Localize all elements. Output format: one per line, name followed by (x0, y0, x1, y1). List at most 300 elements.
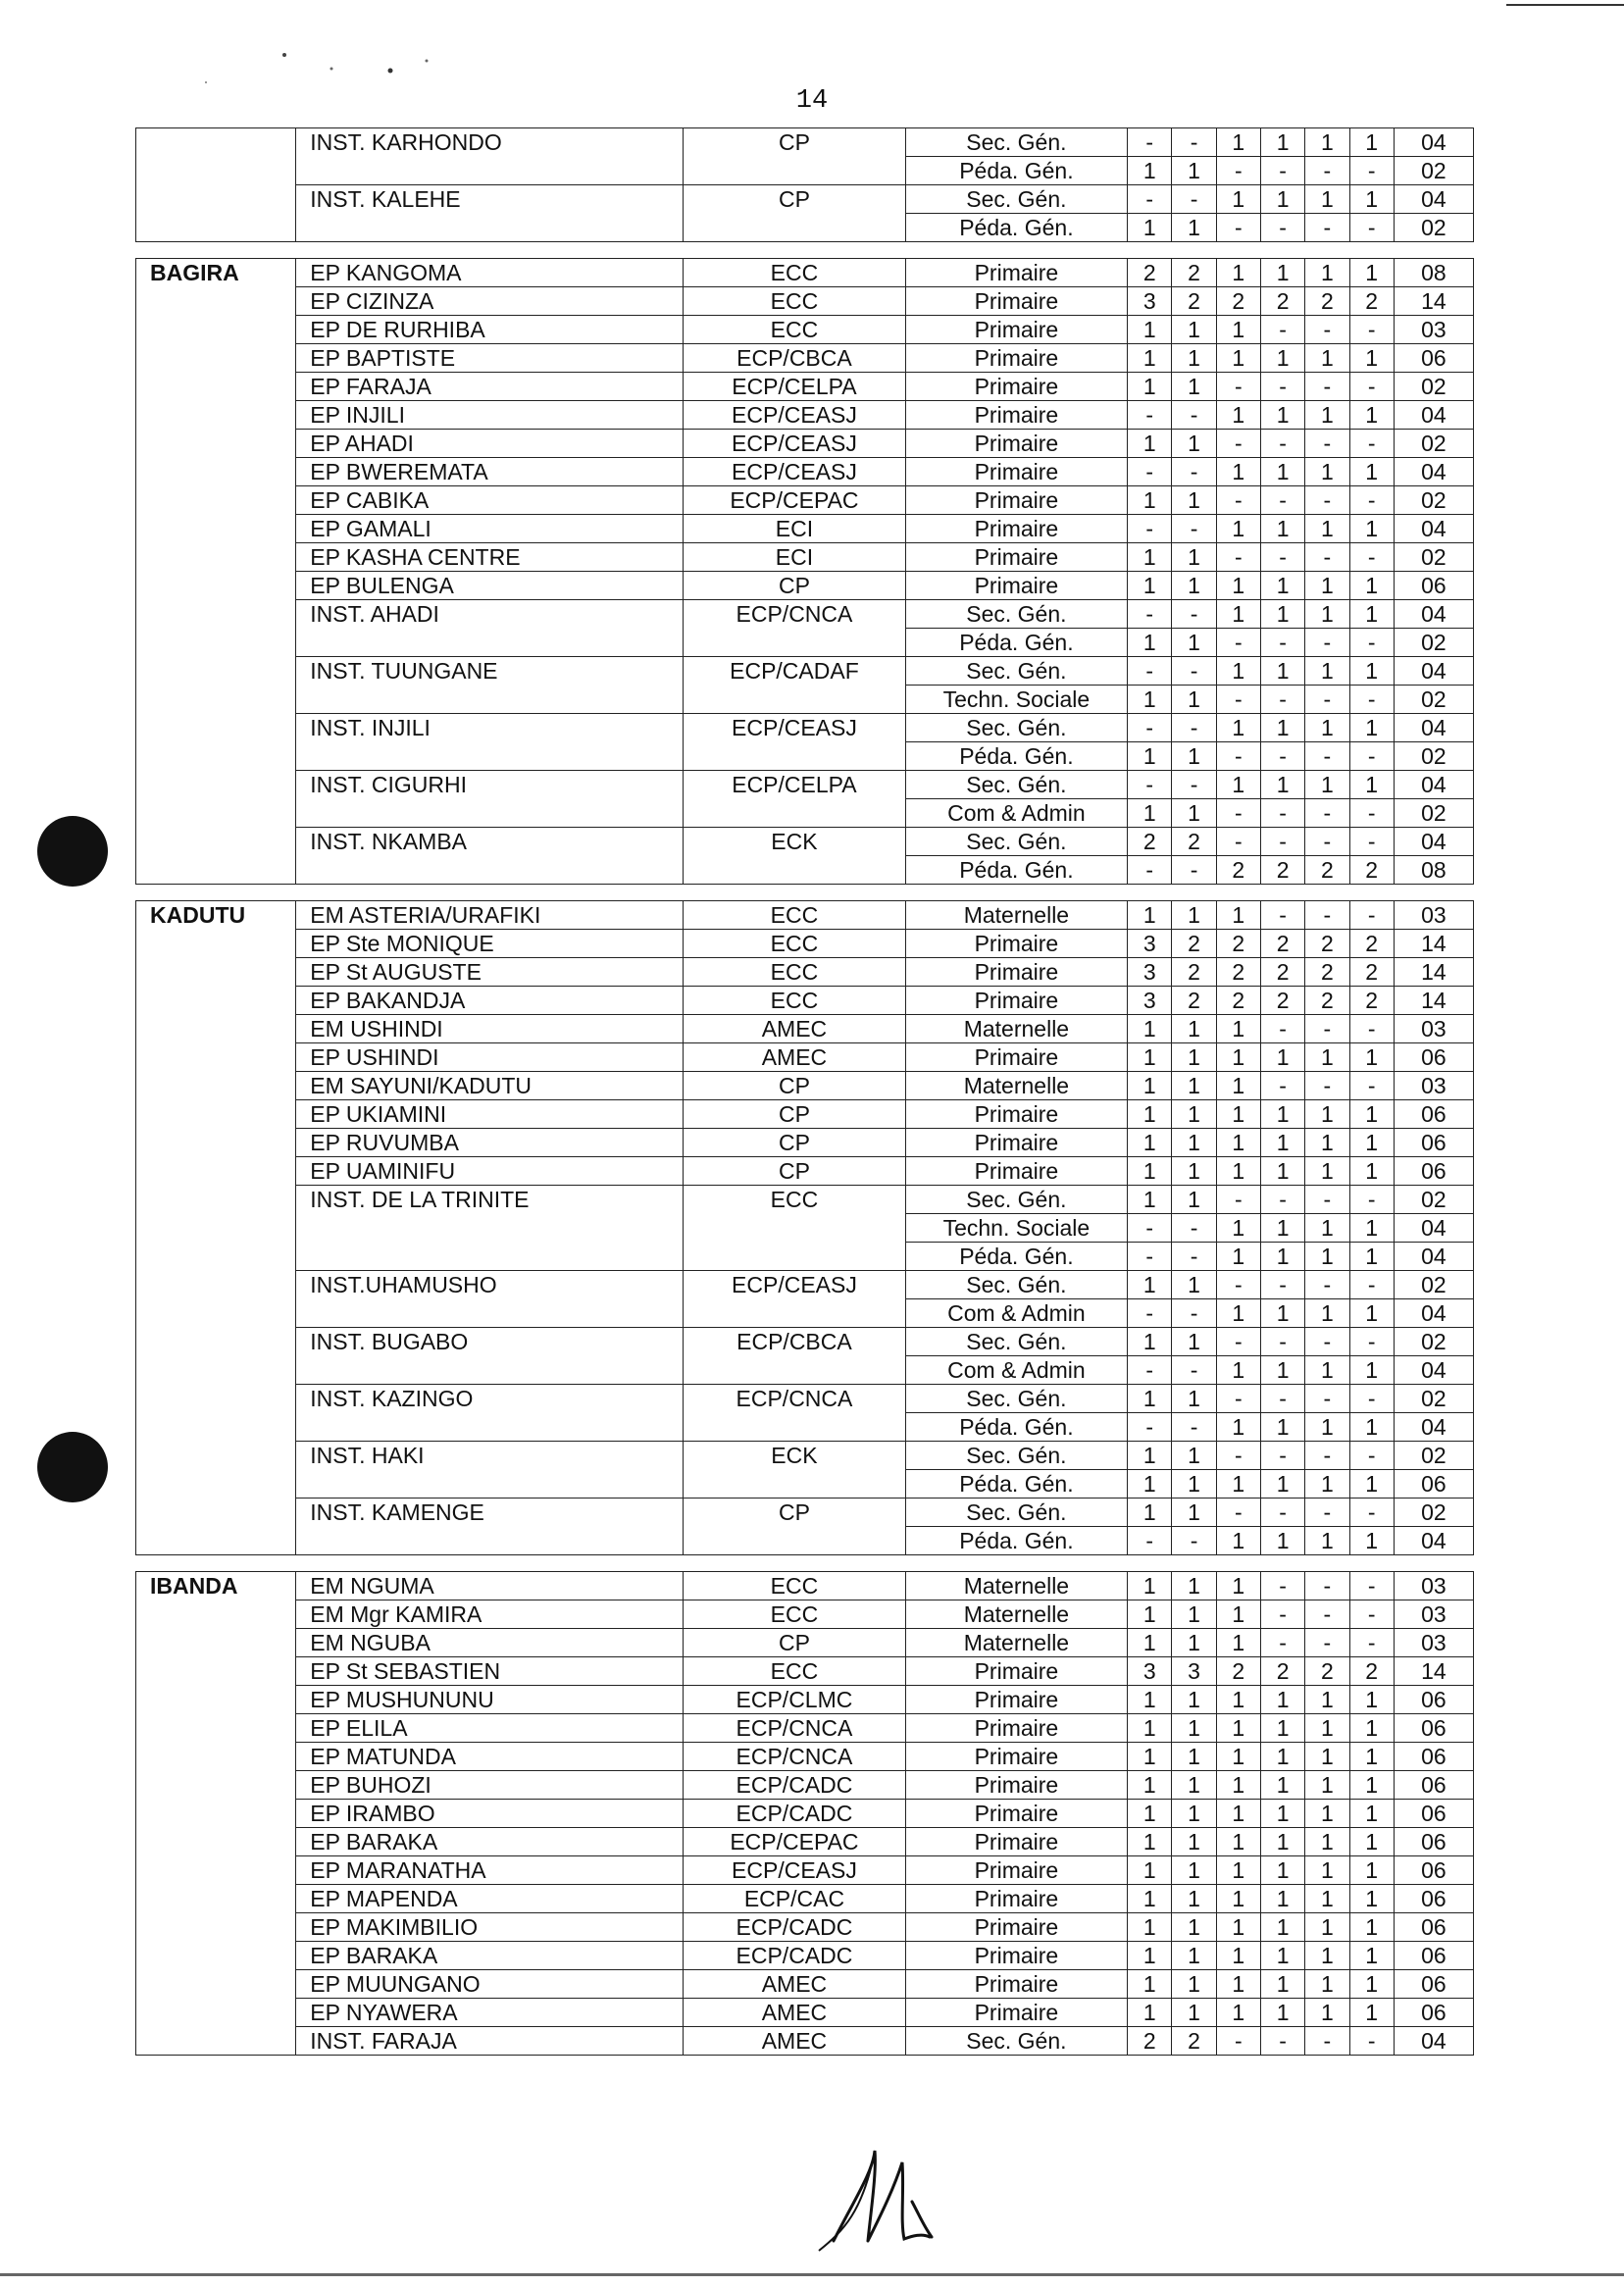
class-count: 2 (1260, 287, 1304, 316)
school-regime: ECP/CEASJ (684, 1856, 905, 1885)
class-count: - (1260, 486, 1304, 515)
class-count: 1 (1260, 1856, 1304, 1885)
school-name: EM Mgr KAMIRA (296, 1600, 684, 1629)
row-total: 14 (1394, 958, 1473, 987)
class-count: 1 (1349, 1800, 1394, 1828)
table-row (136, 1271, 1474, 1299)
class-count: - (1349, 1572, 1394, 1600)
school-regime: ECP/CBCA (684, 1328, 905, 1385)
class-count: - (1128, 1356, 1172, 1385)
class-count: - (1172, 458, 1216, 486)
school-regime: CP (684, 185, 905, 242)
class-count: - (1216, 1186, 1260, 1214)
school-regime: ECP/CADC (684, 1942, 905, 1970)
row-total: 02 (1394, 430, 1473, 458)
table-row (136, 1328, 1474, 1356)
class-count: - (1216, 629, 1260, 657)
school-name: EM NGUBA (296, 1629, 684, 1657)
class-count: 1 (1128, 1714, 1172, 1743)
class-count: 1 (1216, 572, 1260, 600)
class-count: 1 (1305, 1470, 1349, 1499)
row-total: 04 (1394, 1413, 1473, 1442)
class-count: - (1128, 771, 1172, 799)
class-count: 2 (1128, 259, 1172, 287)
class-count: 3 (1172, 1657, 1216, 1686)
class-count: - (1216, 373, 1260, 401)
school-name: INST. DE LA TRINITE (296, 1186, 684, 1271)
class-count: 1 (1216, 771, 1260, 799)
class-count: 1 (1172, 1385, 1216, 1413)
class-count: - (1305, 1328, 1349, 1356)
option-name: Primaire (905, 1800, 1127, 1828)
table-row (136, 458, 1474, 486)
class-count: 1 (1128, 1942, 1172, 1970)
option-name: Primaire (905, 1657, 1127, 1686)
class-count: 1 (1128, 742, 1172, 771)
table-row (136, 543, 1474, 572)
commune-name: BAGIRA (136, 259, 296, 885)
row-total: 06 (1394, 1743, 1473, 1771)
class-count: 1 (1172, 1572, 1216, 1600)
table-row (136, 316, 1474, 344)
class-count: 1 (1172, 1442, 1216, 1470)
class-count: - (1349, 1442, 1394, 1470)
class-count: - (1172, 185, 1216, 214)
school-regime: CP (684, 1499, 905, 1555)
class-count: - (1128, 856, 1172, 885)
class-count: 1 (1216, 1800, 1260, 1828)
class-count: 1 (1172, 1913, 1216, 1942)
school-regime: CP (684, 128, 905, 185)
school-name: EP FARAJA (296, 373, 684, 401)
class-count: 1 (1216, 1828, 1260, 1856)
class-count: 1 (1349, 600, 1394, 629)
class-count: 1 (1216, 600, 1260, 629)
class-count: - (1305, 629, 1349, 657)
row-total: 02 (1394, 1186, 1473, 1214)
school-name: INST. BUGABO (296, 1328, 684, 1385)
school-name: EP KASHA CENTRE (296, 543, 684, 572)
class-count: - (1128, 458, 1172, 486)
class-count: 3 (1128, 987, 1172, 1015)
class-count: 1 (1305, 771, 1349, 799)
option-name: Sec. Gén. (905, 771, 1127, 799)
class-count: - (1349, 1328, 1394, 1356)
class-count: 1 (1349, 1043, 1394, 1072)
class-count: 1 (1260, 1999, 1304, 2027)
table-row (136, 1043, 1474, 1072)
class-count: 1 (1216, 259, 1260, 287)
school-regime: ECC (684, 901, 905, 930)
row-total: 03 (1394, 1015, 1473, 1043)
class-count: 1 (1305, 1299, 1349, 1328)
class-count: 1 (1305, 1743, 1349, 1771)
class-count: - (1260, 316, 1304, 344)
table-row (136, 1186, 1474, 1214)
row-total: 02 (1394, 1271, 1473, 1299)
option-name: Primaire (905, 486, 1127, 515)
school-name: EP BARAKA (296, 1942, 684, 1970)
row-total: 04 (1394, 185, 1473, 214)
school-regime: ECP/CBCA (684, 344, 905, 373)
table-row (136, 1686, 1474, 1714)
option-name: Maternelle (905, 1015, 1127, 1043)
class-count: 1 (1128, 157, 1172, 185)
class-count: 1 (1216, 1043, 1260, 1072)
row-total: 04 (1394, 771, 1473, 799)
class-count: 1 (1128, 1328, 1172, 1356)
class-count: - (1349, 799, 1394, 828)
row-total: 14 (1394, 987, 1473, 1015)
option-name: Primaire (905, 1129, 1127, 1157)
class-count: 1 (1128, 1856, 1172, 1885)
school-name: EM USHINDI (296, 1015, 684, 1043)
school-name: EP MAPENDA (296, 1885, 684, 1913)
class-count: 1 (1128, 799, 1172, 828)
class-count: - (1216, 1328, 1260, 1356)
option-name: Péda. Gén. (905, 1243, 1127, 1271)
school-name: INST. KALEHE (296, 185, 684, 242)
class-count: 1 (1128, 1442, 1172, 1470)
option-name: Sec. Gén. (905, 128, 1127, 157)
class-count: - (1305, 1186, 1349, 1214)
option-name: Sec. Gén. (905, 1442, 1127, 1470)
school-regime: ECP/CELPA (684, 771, 905, 828)
row-total: 04 (1394, 657, 1473, 686)
punch-hole-bottom (37, 1432, 108, 1502)
row-total: 02 (1394, 742, 1473, 771)
class-count: 1 (1172, 543, 1216, 572)
class-count: 1 (1128, 1828, 1172, 1856)
class-count: 1 (1349, 1129, 1394, 1157)
table-row (136, 1771, 1474, 1800)
class-count: 1 (1216, 1686, 1260, 1714)
class-count: 2 (1260, 958, 1304, 987)
option-name: Primaire (905, 1686, 1127, 1714)
class-count: 1 (1305, 714, 1349, 742)
class-count: - (1172, 1243, 1216, 1271)
class-count: 1 (1216, 1743, 1260, 1771)
corner-rule (1506, 4, 1624, 6)
signature (814, 2143, 961, 2256)
option-name: Primaire (905, 1100, 1127, 1129)
school-name: EP St AUGUSTE (296, 958, 684, 987)
row-total: 02 (1394, 1499, 1473, 1527)
class-count: 1 (1305, 1885, 1349, 1913)
class-count: - (1349, 742, 1394, 771)
school-name: EP NYAWERA (296, 1999, 684, 2027)
school-name: INST. NKAMBA (296, 828, 684, 885)
class-count: - (1349, 1186, 1394, 1214)
option-name: Maternelle (905, 1072, 1127, 1100)
class-count: 1 (1172, 1100, 1216, 1129)
class-count: 1 (1128, 1186, 1172, 1214)
option-name: Maternelle (905, 1600, 1127, 1629)
class-count: 1 (1172, 1015, 1216, 1043)
table-row (136, 771, 1474, 799)
class-count: - (1260, 629, 1304, 657)
class-count: 1 (1172, 1186, 1216, 1214)
class-count: 1 (1128, 214, 1172, 242)
school-regime: CP (684, 1157, 905, 1186)
class-count: 1 (1349, 1243, 1394, 1271)
row-total: 04 (1394, 515, 1473, 543)
class-count: 1 (1216, 901, 1260, 930)
option-name: Sec. Gén. (905, 1186, 1127, 1214)
class-count: 1 (1349, 1527, 1394, 1555)
class-count: - (1349, 543, 1394, 572)
class-count: 2 (1305, 287, 1349, 316)
table-row (136, 259, 1474, 287)
school-regime: ECP/CADC (684, 1771, 905, 1800)
class-count: 1 (1216, 344, 1260, 373)
table-row (136, 1885, 1474, 1913)
class-count: - (1305, 686, 1349, 714)
table-row (136, 1600, 1474, 1629)
class-count: 1 (1128, 1600, 1172, 1629)
class-count: 1 (1260, 771, 1304, 799)
school-name: INST. AHADI (296, 600, 684, 657)
row-total: 08 (1394, 856, 1473, 885)
option-name: Péda. Gén. (905, 214, 1127, 242)
option-name: Sec. Gén. (905, 828, 1127, 856)
row-total: 03 (1394, 901, 1473, 930)
class-count: 1 (1172, 1714, 1216, 1743)
class-count: 1 (1260, 572, 1304, 600)
class-count: 1 (1349, 1157, 1394, 1186)
class-count: 1 (1172, 1629, 1216, 1657)
row-total: 04 (1394, 714, 1473, 742)
class-count: 1 (1216, 1970, 1260, 1999)
table-row (136, 1828, 1474, 1856)
row-total: 04 (1394, 458, 1473, 486)
class-count: 1 (1349, 1214, 1394, 1243)
school-name: INST.UHAMUSHO (296, 1271, 684, 1328)
row-total: 06 (1394, 1999, 1473, 2027)
school-name: EP Ste MONIQUE (296, 930, 684, 958)
class-count: - (1172, 1214, 1216, 1243)
option-name: Sec. Gén. (905, 1499, 1127, 1527)
row-total: 03 (1394, 1629, 1473, 1657)
option-name: Primaire (905, 958, 1127, 987)
class-count: - (1216, 686, 1260, 714)
class-count: 1 (1172, 1856, 1216, 1885)
class-count: 1 (1172, 1942, 1216, 1970)
school-regime: ECP/CNCA (684, 1385, 905, 1442)
class-count: 1 (1349, 1413, 1394, 1442)
table-row (136, 714, 1474, 742)
option-name: Sec. Gén. (905, 2027, 1127, 2056)
option-name: Primaire (905, 1771, 1127, 1800)
option-name: Péda. Gén. (905, 1527, 1127, 1555)
school-name: EP GAMALI (296, 515, 684, 543)
class-count: - (1260, 799, 1304, 828)
table-row (136, 128, 1474, 157)
class-count: 1 (1172, 1129, 1216, 1157)
table-row (136, 901, 1474, 930)
class-count: - (1260, 686, 1304, 714)
school-regime: ECP/CEASJ (684, 714, 905, 771)
class-count: 1 (1216, 401, 1260, 430)
class-count: 1 (1128, 686, 1172, 714)
class-count: 1 (1128, 572, 1172, 600)
class-count: - (1128, 1214, 1172, 1243)
class-count: 1 (1305, 1129, 1349, 1157)
row-total: 03 (1394, 1600, 1473, 1629)
class-count: 1 (1305, 458, 1349, 486)
class-count: - (1172, 856, 1216, 885)
class-count: - (1349, 1600, 1394, 1629)
class-count: - (1305, 828, 1349, 856)
class-count: 1 (1172, 344, 1216, 373)
class-count: - (1305, 1385, 1349, 1413)
class-count: - (1349, 1385, 1394, 1413)
class-count: 2 (1216, 287, 1260, 316)
class-count: 1 (1128, 1800, 1172, 1828)
class-count: - (1349, 2027, 1394, 2056)
school-name: EP IRAMBO (296, 1800, 684, 1828)
table-row (136, 287, 1474, 316)
row-total: 06 (1394, 1157, 1473, 1186)
row-total: 02 (1394, 1385, 1473, 1413)
class-count: 1 (1172, 157, 1216, 185)
class-count: - (1260, 1328, 1304, 1356)
class-count: 1 (1172, 686, 1216, 714)
school-regime: ECP/CEPAC (684, 486, 905, 515)
school-name: EP AHADI (296, 430, 684, 458)
class-count: 1 (1260, 1771, 1304, 1800)
school-regime: ECC (684, 987, 905, 1015)
class-count: 2 (1128, 2027, 1172, 2056)
class-count: 1 (1349, 515, 1394, 543)
row-total: 04 (1394, 2027, 1473, 2056)
class-count: - (1172, 657, 1216, 686)
school-regime: AMEC (684, 1015, 905, 1043)
class-count: 1 (1349, 1714, 1394, 1743)
section-separator (136, 242, 1474, 259)
class-count: - (1260, 214, 1304, 242)
class-count: - (1216, 1442, 1260, 1470)
school-regime: ECK (684, 828, 905, 885)
option-name: Sec. Gén. (905, 1271, 1127, 1299)
school-regime: ECP/CEASJ (684, 430, 905, 458)
school-regime: ECP/CNCA (684, 600, 905, 657)
class-count: 1 (1305, 1913, 1349, 1942)
class-count: 1 (1260, 1714, 1304, 1743)
school-name: INST. HAKI (296, 1442, 684, 1499)
school-regime: ECP/CELPA (684, 373, 905, 401)
class-count: 1 (1128, 344, 1172, 373)
row-total: 02 (1394, 1442, 1473, 1470)
row-total: 06 (1394, 1470, 1473, 1499)
school-regime: ECP/CADAF (684, 657, 905, 714)
class-count: 1 (1305, 1100, 1349, 1129)
row-total: 06 (1394, 1129, 1473, 1157)
class-count: - (1260, 901, 1304, 930)
table-row (136, 185, 1474, 214)
class-count: 1 (1216, 1356, 1260, 1385)
class-count: 1 (1349, 1885, 1394, 1913)
class-count: - (1216, 157, 1260, 185)
schools-table (135, 127, 1474, 2056)
class-count: - (1305, 901, 1349, 930)
class-count: 1 (1305, 600, 1349, 629)
option-name: Primaire (905, 1913, 1127, 1942)
option-name: Com & Admin (905, 1356, 1127, 1385)
class-count: - (1260, 1186, 1304, 1214)
school-regime: AMEC (684, 2027, 905, 2056)
class-count: 2 (1172, 287, 1216, 316)
row-total: 06 (1394, 1828, 1473, 1856)
table-row (136, 1385, 1474, 1413)
school-name: EP RUVUMBA (296, 1129, 684, 1157)
school-name: INST. KARHONDO (296, 128, 684, 185)
table-row (136, 1015, 1474, 1043)
class-count: - (1260, 1442, 1304, 1470)
row-total: 06 (1394, 1714, 1473, 1743)
row-total: 04 (1394, 1299, 1473, 1328)
class-count: - (1128, 1299, 1172, 1328)
class-count: - (1260, 1499, 1304, 1527)
class-count: 1 (1216, 1885, 1260, 1913)
option-name: Primaire (905, 1743, 1127, 1771)
school-name: EP USHINDI (296, 1043, 684, 1072)
class-count: 1 (1216, 458, 1260, 486)
school-regime: CP (684, 572, 905, 600)
class-count: - (1172, 1527, 1216, 1555)
class-count: 2 (1172, 958, 1216, 987)
class-count: - (1172, 771, 1216, 799)
class-count: - (1172, 600, 1216, 629)
class-count: 1 (1172, 1970, 1216, 1999)
class-count: 1 (1216, 657, 1260, 686)
table-row (136, 486, 1474, 515)
school-regime: ECP/CADC (684, 1800, 905, 1828)
class-count: 1 (1172, 572, 1216, 600)
class-count: 1 (1172, 214, 1216, 242)
class-count: 1 (1349, 1913, 1394, 1942)
class-count: 2 (1349, 930, 1394, 958)
option-name: Maternelle (905, 901, 1127, 930)
school-regime: ECC (684, 316, 905, 344)
table-row (136, 1970, 1474, 1999)
class-count: - (1305, 316, 1349, 344)
class-count: - (1172, 1356, 1216, 1385)
class-count: 1 (1349, 1686, 1394, 1714)
class-count: 1 (1349, 1743, 1394, 1771)
class-count: - (1216, 430, 1260, 458)
class-count: 1 (1172, 1072, 1216, 1100)
class-count: 1 (1305, 1942, 1349, 1970)
class-count: - (1128, 600, 1172, 629)
school-regime: CP (684, 1100, 905, 1129)
school-regime: ECP/CNCA (684, 1743, 905, 1771)
option-name: Primaire (905, 1828, 1127, 1856)
class-count: 1 (1260, 259, 1304, 287)
class-count: 1 (1260, 1129, 1304, 1157)
class-count: - (1260, 373, 1304, 401)
class-count: 2 (1216, 930, 1260, 958)
row-total: 03 (1394, 1572, 1473, 1600)
class-count: - (1260, 828, 1304, 856)
row-total: 14 (1394, 1657, 1473, 1686)
class-count: 1 (1172, 430, 1216, 458)
option-name: Sec. Gén. (905, 1328, 1127, 1356)
class-count: 1 (1349, 1970, 1394, 1999)
class-count: 1 (1172, 1328, 1216, 1356)
class-count: 1 (1172, 1800, 1216, 1828)
class-count: 1 (1260, 1743, 1304, 1771)
